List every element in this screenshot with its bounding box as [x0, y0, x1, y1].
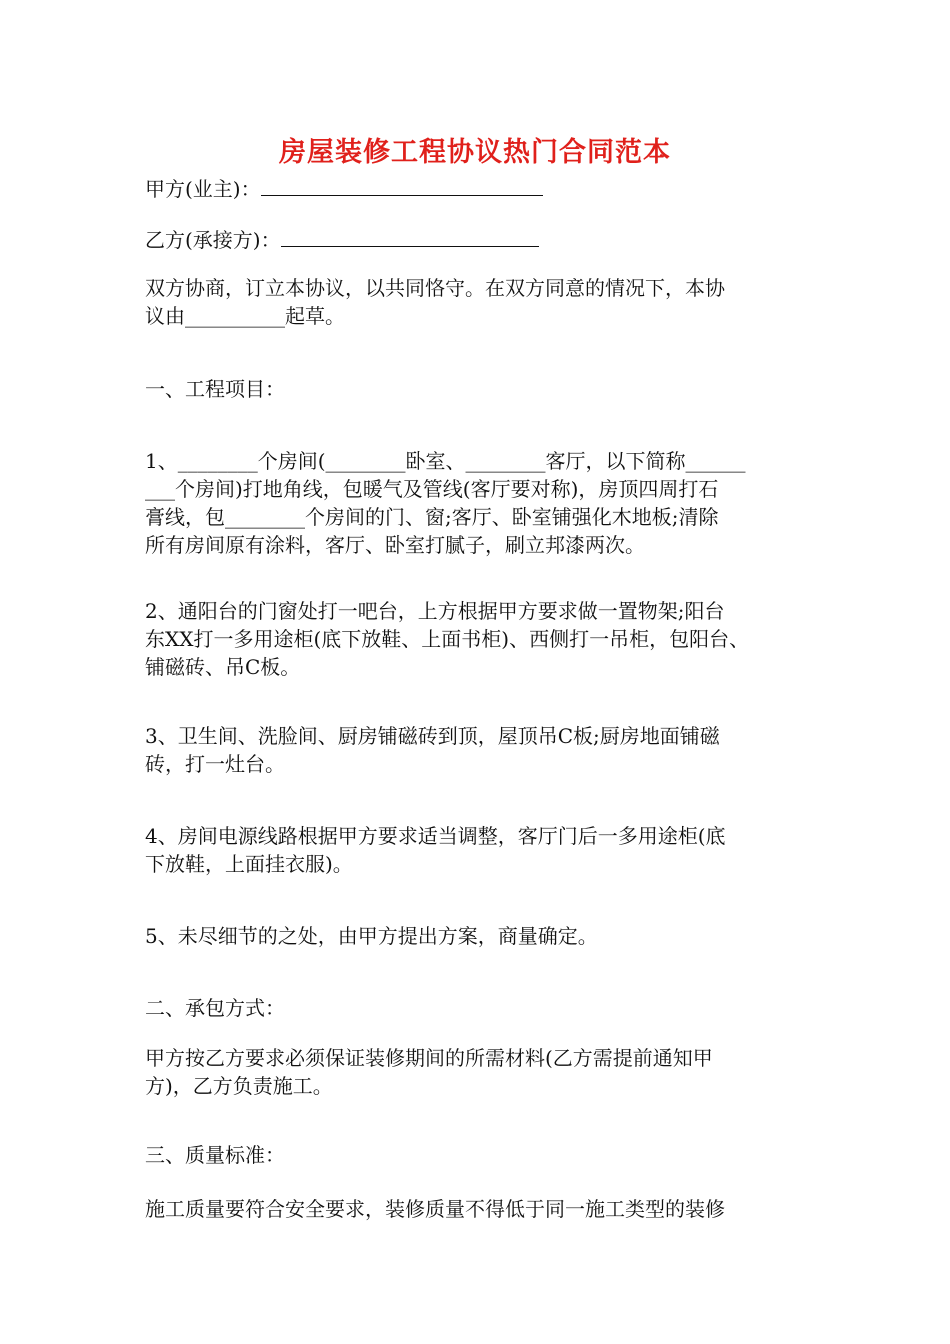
- section3-heading: 三、质量标准：: [145, 1143, 285, 1167]
- section2-heading: 二、承包方式：: [145, 996, 285, 1020]
- item5-paragraph: 5、未尽细节的之处，由甲方提出方案，商量确定。: [145, 924, 598, 948]
- party-a-blank: [261, 175, 543, 196]
- party-b-line: [145, 226, 825, 254]
- item3-paragraph: 3、卫生间、洗脸间、厨房铺磁砖到顶，屋顶吊C板;厨房地面铺磁 砖，打一灶台。: [145, 724, 720, 776]
- item1-paragraph: 1、________个房间(________卧室、________客厅，以下简称______ ___个房间)打地角线，包暖气及管线(客厅要对称)，房顶四周打石 膏线，包________个房间的门、窗;客厅、卧室铺强化木地板;清除 所有房间原有涂料，客厅、卧室打腻子，刷立邦漆两次。: [145, 449, 746, 557]
- document-title: 房屋装修工程协议热门合同范本: [279, 137, 671, 168]
- party-a-label: 甲方(业主)：: [145, 177, 261, 201]
- section1-heading: 一、工程项目：: [145, 377, 285, 401]
- item2-paragraph: 2、通阳台的门窗处打一吧台，上方根据甲方要求做一置物架;阳台 东XX打一多用途柜(底下放鞋、上面书柜)、西侧打一吊柜，包阳台、 铺磁砖、吊C板。: [145, 599, 750, 679]
- intro-paragraph: 双方协商，订立本协议，以共同恪守。在双方同意的情况下，本协 议由__________起草。: [145, 276, 725, 328]
- section2-body: 甲方按乙方要求必须保证装修期间的所需材料(乙方需提前通知甲 方)，乙方负责施工。: [145, 1046, 713, 1098]
- party-b-label: 乙方(承接方)：: [145, 228, 281, 252]
- party-b-blank: [281, 226, 539, 247]
- section3-body: 施工质量要符合安全要求，装修质量不得低于同一施工类型的装修: [145, 1197, 725, 1221]
- party-a-line: [145, 175, 825, 203]
- item4-paragraph: 4、房间电源线路根据甲方要求适当调整，客厅门后一多用途柜(底 下放鞋，上面挂衣服)。: [145, 824, 726, 876]
